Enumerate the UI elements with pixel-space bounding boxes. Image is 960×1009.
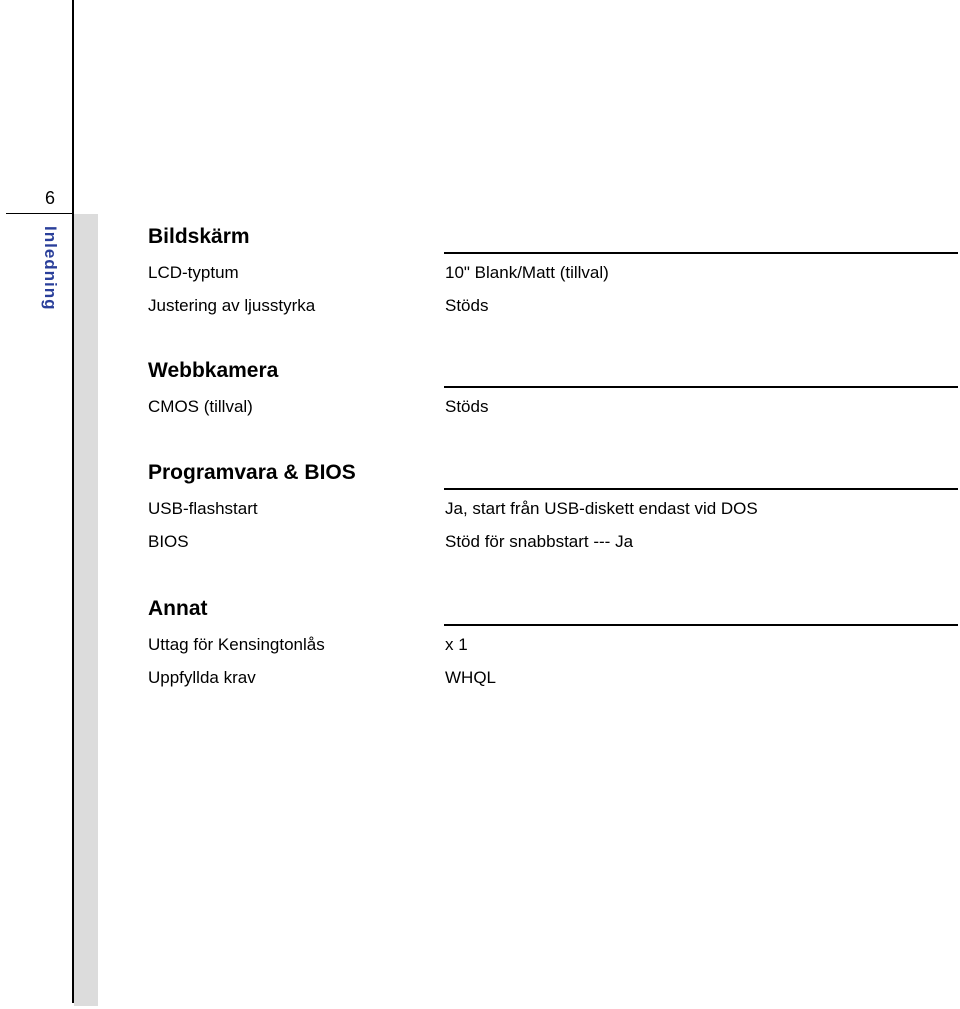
page-number: 6 xyxy=(44,188,55,208)
spec-label: USB-flashstart xyxy=(148,499,258,518)
spec-label: BIOS xyxy=(148,532,189,551)
section-title: Webbkamera xyxy=(148,359,279,382)
section-rule xyxy=(444,488,958,490)
spec-row xyxy=(148,628,958,661)
spec-value: 10" Blank/Matt (tillval) xyxy=(445,263,609,282)
section-title: Annat xyxy=(148,597,208,620)
spec-label: Uppfyllda krav xyxy=(148,668,256,687)
spec-label: Uttag för Kensingtonlås xyxy=(148,635,325,654)
spec-label: LCD-typtum xyxy=(148,263,239,282)
section-title: Programvara & BIOS xyxy=(148,461,356,484)
section-other xyxy=(148,596,958,694)
section-rule xyxy=(444,252,958,254)
section-rule xyxy=(444,624,958,626)
spec-value: WHQL xyxy=(445,668,496,687)
spec-row xyxy=(148,256,958,289)
spec-value: Stöds xyxy=(445,397,489,416)
section-display xyxy=(148,224,958,322)
spec-value: Stöd för snabbstart --- Ja xyxy=(445,532,634,551)
section-software-bios xyxy=(148,460,958,558)
section-webcam xyxy=(148,358,958,423)
section-title: Bildskärm xyxy=(148,225,250,248)
page-number-rule xyxy=(6,213,74,214)
spec-label: Justering av ljusstyrka xyxy=(148,296,316,315)
spec-value: Ja, start från USB-diskett endast vid DOS xyxy=(445,499,758,518)
spec-value: x 1 xyxy=(445,635,468,654)
spec-row xyxy=(148,661,958,694)
spec-row xyxy=(148,492,958,525)
margin-band xyxy=(74,214,98,1006)
section-rule xyxy=(444,386,958,388)
spec-value: Stöds xyxy=(445,296,489,315)
spec-row xyxy=(148,390,958,423)
spec-row xyxy=(148,525,958,558)
chapter-label: Inledning xyxy=(41,226,60,311)
spec-label: CMOS (tillval) xyxy=(148,397,253,416)
spec-row xyxy=(148,289,958,322)
